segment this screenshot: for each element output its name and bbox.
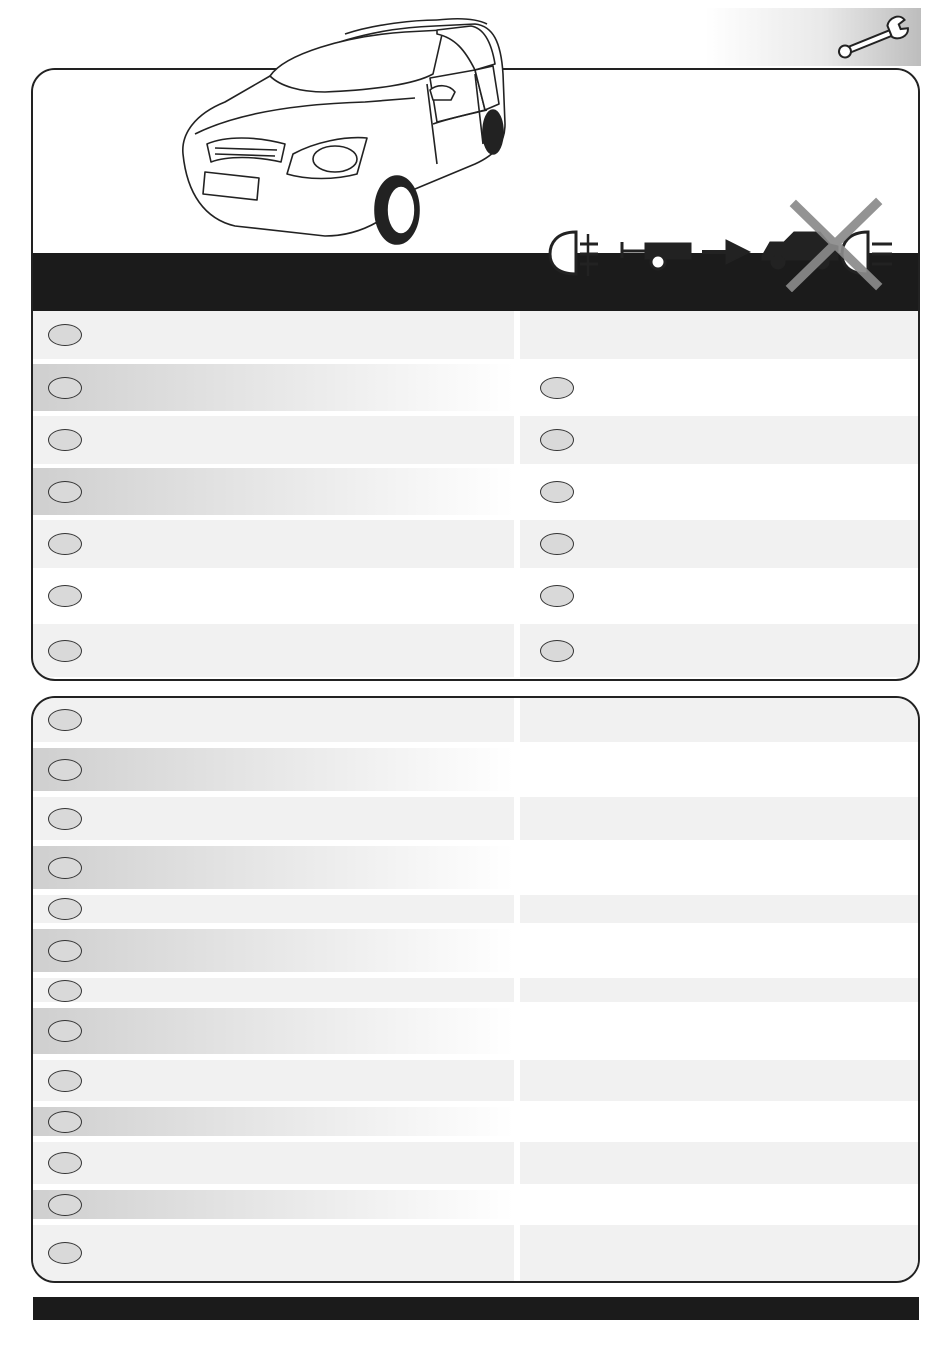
row-left-cell (33, 1060, 514, 1101)
row-left-cell (33, 624, 514, 677)
row-left-cell (33, 364, 514, 411)
item-marker (48, 808, 82, 830)
row-right-cell (520, 748, 920, 791)
row-right-cell (520, 1225, 920, 1281)
table-row (33, 797, 917, 840)
row-right-cell (520, 624, 920, 677)
footer-band (33, 1297, 919, 1320)
item-marker (48, 1194, 82, 1216)
row-right-cell (520, 846, 920, 889)
table-row (33, 895, 917, 923)
table-row (33, 364, 917, 411)
row-right-cell (520, 468, 920, 515)
item-marker (48, 709, 82, 731)
item-marker (48, 481, 82, 503)
item-marker (48, 1111, 82, 1133)
row-right-cell (520, 1008, 920, 1054)
row-left-cell (33, 895, 514, 923)
table-row (33, 748, 917, 791)
item-marker (48, 429, 82, 451)
table-row (33, 846, 917, 889)
item-marker (540, 481, 574, 503)
item-marker (48, 377, 82, 399)
row-right-cell (520, 1107, 920, 1136)
table-row (33, 624, 917, 677)
item-marker (540, 533, 574, 555)
table-row (33, 311, 917, 359)
table-row (33, 1190, 917, 1219)
row-right-cell (520, 1060, 920, 1101)
item-marker (540, 585, 574, 607)
table-row (33, 1107, 917, 1136)
table-row (33, 572, 917, 619)
row-left-cell (33, 1190, 514, 1219)
row-right-cell (520, 978, 920, 1002)
item-marker (48, 533, 82, 555)
item-marker (48, 640, 82, 662)
row-right-cell (520, 1142, 920, 1184)
row-right-cell (520, 364, 920, 411)
item-marker (48, 1070, 82, 1092)
wrench-icon (833, 13, 913, 63)
row-left-cell (33, 1142, 514, 1184)
item-marker (540, 429, 574, 451)
table-row (33, 1142, 917, 1184)
row-left-cell (33, 1008, 514, 1054)
row-left-cell (33, 416, 514, 464)
row-right-cell (520, 520, 920, 568)
rear-fog-light-icon (550, 232, 598, 276)
item-marker (540, 377, 574, 399)
table-row (33, 416, 917, 464)
row-right-cell (520, 797, 920, 840)
table-row (33, 520, 917, 568)
table-row (33, 698, 917, 742)
row-left-cell (33, 797, 514, 840)
fog-light-trailer-pictogram (546, 196, 902, 292)
item-marker (48, 1152, 82, 1174)
row-right-cell (520, 698, 920, 742)
row-right-cell (520, 895, 920, 923)
item-marker (48, 1242, 82, 1264)
table-row (33, 978, 917, 1002)
spec-panel-bottom (31, 696, 920, 1283)
row-right-cell (520, 572, 920, 619)
item-marker (48, 585, 82, 607)
item-marker (48, 940, 82, 962)
row-right-cell (520, 929, 920, 972)
table-row (33, 1008, 917, 1054)
item-marker (48, 980, 82, 1002)
row-left-cell (33, 846, 514, 889)
item-marker (48, 898, 82, 920)
row-left-cell (33, 1225, 514, 1281)
item-marker (540, 640, 574, 662)
item-marker (48, 324, 82, 346)
row-right-cell (520, 416, 920, 464)
item-marker (48, 857, 82, 879)
row-left-cell (33, 311, 514, 359)
car-illustration (175, 14, 525, 246)
table-row (33, 1225, 917, 1281)
row-right-cell (520, 311, 920, 359)
table-row (33, 1060, 917, 1101)
table-row (33, 929, 917, 972)
row-right-cell (520, 1190, 920, 1219)
row-left-cell (33, 978, 514, 1002)
item-marker (48, 759, 82, 781)
trailer-icon (622, 242, 690, 269)
row-left-cell (33, 1107, 514, 1136)
row-left-cell (33, 572, 514, 619)
row-left-cell (33, 698, 514, 742)
table-row (33, 468, 917, 515)
row-left-cell (33, 468, 514, 515)
arrow-right-icon (702, 240, 750, 264)
row-left-cell (33, 929, 514, 972)
item-marker (48, 1020, 82, 1042)
row-left-cell (33, 520, 514, 568)
row-left-cell (33, 748, 514, 791)
